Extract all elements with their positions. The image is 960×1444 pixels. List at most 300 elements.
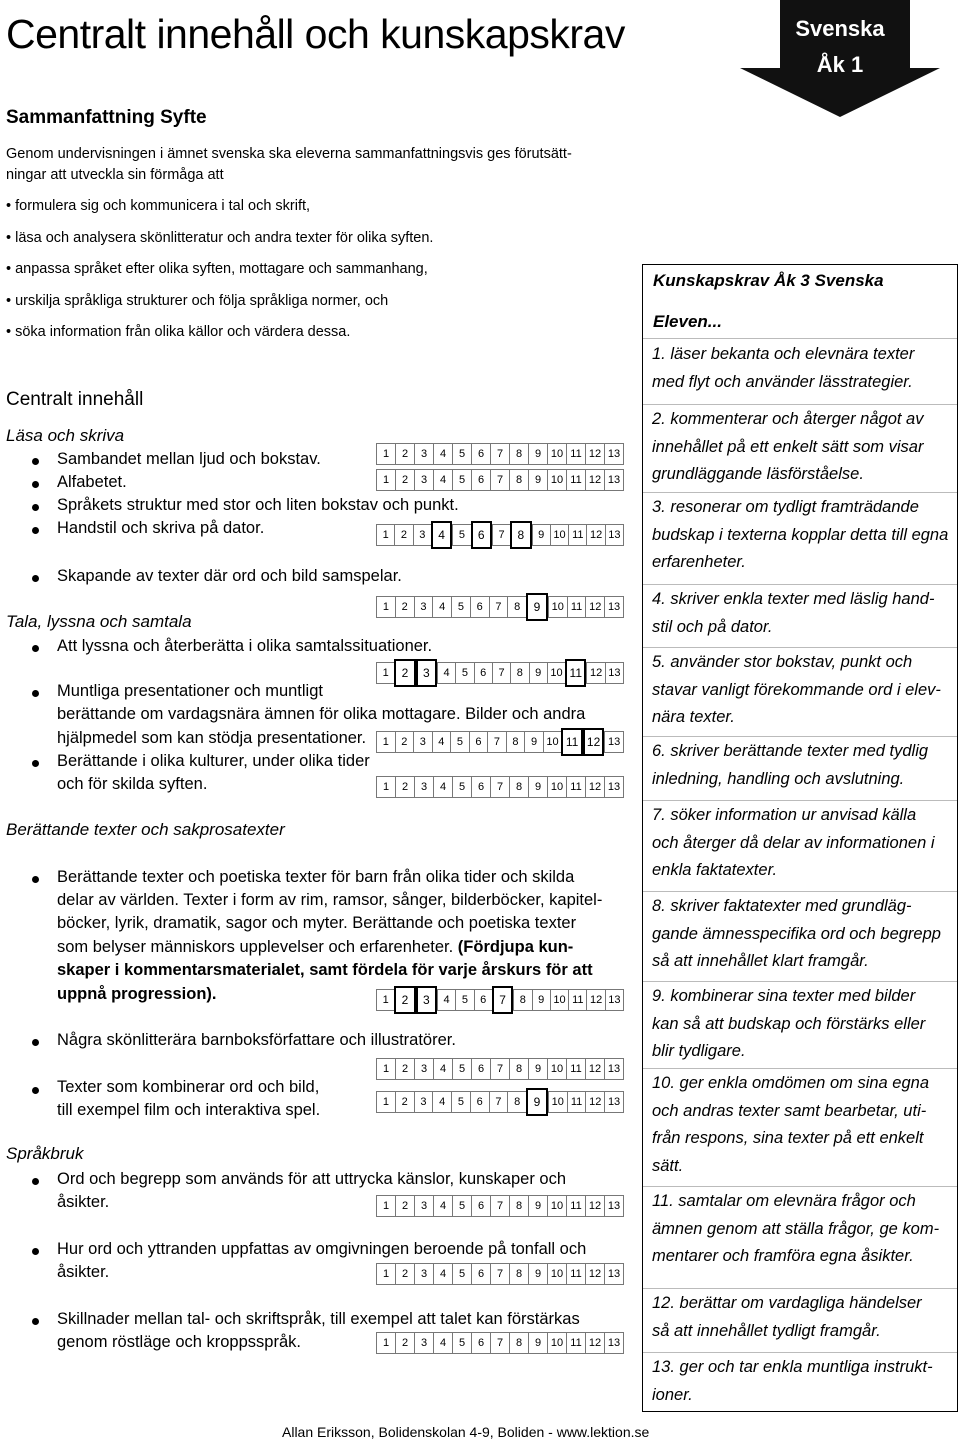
grade-cell: 6 [471, 776, 490, 798]
grade-cell: 10 [548, 596, 567, 618]
grade-cell: 11 [567, 1091, 586, 1113]
syfte-bullet: • anpassa språket efter olika syften, mottagare och sammanhang, [6, 261, 428, 277]
grade-cell: 12 [585, 443, 604, 465]
grade-cell: 2 [395, 1332, 414, 1354]
grade-cell: 8 [507, 1091, 526, 1113]
kunskapskrav-item [652, 649, 952, 732]
grade-cell: 7 [490, 443, 509, 465]
grade-cell: 9 [532, 989, 550, 1011]
syfte-heading: Sammanfattning Syfte [6, 107, 207, 128]
kunskapskrav-line: ioner. [652, 1385, 693, 1404]
grade-cell: 7 [487, 731, 506, 753]
content-item-cont: genom röstläge och kroppsspråk. [57, 1333, 301, 1351]
content-item: Hur ord och yttranden uppfattas av omgivningen beroende på tonfall och [57, 1240, 587, 1258]
grade-cell: 3 [414, 443, 433, 465]
grade-cell: 7 [490, 1263, 509, 1285]
grade-cell: 12 [586, 989, 604, 1011]
grade-cell: 13 [604, 596, 624, 618]
grade-cell: 8 [506, 731, 525, 753]
grade-cell: 3 [413, 731, 432, 753]
grade-cell: 1 [376, 1058, 395, 1080]
content-item: Texter som kombinerar ord och bild, [57, 1078, 320, 1096]
content-item: Alfabetet. [57, 473, 127, 491]
req-separator [643, 584, 957, 585]
req-separator [643, 1068, 957, 1069]
content-item: Ord och begrepp som används för att uttrycka känslor, kunskaper och [57, 1170, 567, 1188]
kunskapskrav-item [652, 802, 952, 885]
kunskapskrav-item [652, 893, 952, 976]
grade-cell: 13 [604, 443, 624, 465]
content-item-cont: och för skilda syften. [57, 775, 208, 793]
kunskapskrav-line: från respons, sina texter på ett enkelt [652, 1129, 924, 1147]
kunskapskrav-item [652, 406, 952, 489]
grade-cell: 2 [395, 1058, 414, 1080]
grade-cell: 12 [585, 1332, 604, 1354]
grade-cell: 11 [565, 659, 586, 687]
grade-row [376, 1332, 624, 1354]
grade-cell: 13 [604, 1091, 624, 1113]
grade-cell: 10 [547, 662, 565, 684]
subject-badge [740, 0, 940, 117]
grade-cell: 13 [604, 469, 624, 491]
content-item: Skillnader mellan tal- och skriftspråk, till exempel att talet kan förstärkas [57, 1310, 580, 1328]
grade-cell: 5 [455, 662, 473, 684]
grade-cell: 12 [585, 1263, 604, 1285]
grade-cell: 12 [586, 662, 604, 684]
grade-cell: 9 [528, 1195, 547, 1217]
grade-cell: 12 [585, 1195, 604, 1217]
grade-cell: 5 [450, 731, 469, 753]
grade-cell: 7 [489, 1091, 508, 1113]
grade-cell: 9 [529, 662, 547, 684]
grade-cell: 7 [490, 776, 509, 798]
kunskapskrav-heading: Kunskapskrav Åk 3 Svenska [653, 271, 884, 290]
grade-cell: 11 [568, 989, 586, 1011]
grade-cell: 5 [452, 469, 471, 491]
kunskapskrav-line: 3. resonerar om tydligt framträdande [652, 498, 919, 516]
req-separator [643, 1186, 957, 1187]
kunskapskrav-line: med flyt och använder lässtrategier. [652, 372, 913, 391]
section-berattande: Berättande texter och sakprosatexter [6, 820, 285, 839]
grade-cell: 11 [566, 1195, 585, 1217]
content-item: Att lyssna och återberätta i olika samtalssituationer. [57, 637, 433, 655]
grade-cell: 10 [547, 1195, 566, 1217]
req-separator [643, 1288, 957, 1289]
section-sprakbruk: Språkbruk [6, 1144, 84, 1163]
content-item: Handstil och skriva på dator. [57, 519, 265, 537]
grade-cell: 2 [394, 986, 415, 1014]
content-item: Sambandet mellan ljud och bokstav. [57, 450, 321, 468]
bullet-dot [32, 760, 39, 767]
grade-cell: 7 [492, 662, 510, 684]
grade-cell: 13 [605, 662, 624, 684]
grade-cell: 10 [547, 1263, 566, 1285]
grade-cell: 5 [452, 524, 470, 546]
kunskapskrav-line: grundläggande läsförståelse. [652, 465, 864, 483]
grade-cell: 6 [471, 1058, 490, 1080]
grade-cell: 4 [432, 731, 451, 753]
bullet-dot [32, 645, 39, 652]
content-item-cont: berättande om vardagsnära ämnen för olika mottagare. Bilder och andra [57, 705, 586, 723]
kunskapskrav-line: 10. ger enkla omdömen om sina egna [652, 1074, 930, 1092]
content-item-cont: böcker, lyrik, dramatik, sagor och myter. Berättande och poetiska texter [57, 914, 577, 932]
kunskapskrav-line: 11. samtalar om elevnära frågor och [652, 1192, 916, 1210]
bullet-dot [32, 575, 39, 582]
grade-cell: 4 [432, 1091, 451, 1113]
kunskapskrav-line: 9. kombinerar sina texter med bilder [652, 987, 916, 1005]
bullet-dot [32, 481, 39, 488]
req-separator [643, 404, 957, 405]
grade-cell: 11 [566, 1332, 585, 1354]
grade-cell: 3 [413, 524, 431, 546]
grade-cell: 7 [490, 1195, 509, 1217]
grade-cell: 10 [543, 731, 562, 753]
grade-cell: 5 [452, 443, 471, 465]
syfte-bullet: • formulera sig och kommunicera i tal och skrift, [6, 198, 310, 214]
grade-cell: 8 [509, 443, 528, 465]
grade-cell: 7 [490, 1332, 509, 1354]
grade-cell: 5 [452, 1195, 471, 1217]
content-item: Berättande i olika kulturer, under olika tider [57, 752, 370, 770]
grade-cell: 12 [585, 776, 604, 798]
grade-cell: 6 [474, 989, 492, 1011]
content-item-cont: hjälpmedel som kan stödja presentationer. [57, 729, 367, 747]
grade-cell: 2 [394, 659, 415, 687]
grade-cell: 2 [394, 524, 412, 546]
syfte-intro-line2: ningar att utveckla sin förmåga att [6, 167, 224, 183]
grade-row [376, 662, 624, 684]
grade-cell: 13 [605, 989, 624, 1011]
grade-cell: 9 [528, 1332, 547, 1354]
grade-row [376, 989, 624, 1011]
grade-cell: 7 [490, 469, 509, 491]
grade-cell: 4 [437, 662, 455, 684]
grade-cell: 2 [395, 596, 414, 618]
grade-cell: 1 [376, 1091, 395, 1113]
kunskapskrav-line: 1. läser bekanta och elevnära texter [652, 345, 915, 363]
grade-cell: 11 [566, 1058, 585, 1080]
bullet-dot [32, 690, 39, 697]
bullet-dot [32, 1039, 39, 1046]
grade-cell: 12 [585, 1091, 604, 1113]
kunskapskrav-line: 12. berättar om vardagliga händelser [652, 1294, 922, 1312]
grade-cell: 5 [452, 1332, 471, 1354]
grade-cell: 4 [433, 1195, 452, 1217]
syfte-bullet: • läsa och analysera skönlitteratur och andra texter för olika syften. [6, 230, 433, 246]
kunskapskrav-line: 6. skriver berättande texter med tydlig [652, 742, 929, 760]
grade-row [376, 1058, 624, 1080]
grade-cell: 5 [451, 1091, 470, 1113]
kunskapskrav-line: innehållet på ett enkelt sätt som visar [652, 437, 924, 456]
kunskapskrav-item [652, 586, 952, 641]
grade-cell: 9 [532, 524, 550, 546]
grade-row [376, 776, 624, 798]
content-item: Några skönlitterära barnboksförfattare och illustratörer. [57, 1031, 456, 1049]
bullet-dot [32, 876, 39, 883]
grade-cell: 9 [524, 731, 543, 753]
grade-cell: 4 [433, 1058, 452, 1080]
grade-cell: 11 [566, 776, 585, 798]
grade-cell: 8 [509, 469, 528, 491]
kunskapskrav-line: 5. använder stor bokstav, punkt och [652, 653, 913, 671]
kunskapskrav-line: ämnen genom att ställa frågor, ge kom- [652, 1219, 940, 1238]
grade-cell: 3 [414, 1091, 433, 1113]
kunskapskrav-line: nära texter. [652, 708, 735, 726]
bullet-dot [32, 504, 39, 511]
grade-cell: 7 [492, 524, 510, 546]
kunskapskrav-line: så att innehållet tydligt framgår. [652, 1321, 881, 1340]
grade-cell: 9 [526, 593, 548, 621]
grade-cell: 4 [432, 596, 451, 618]
grade-cell: 12 [585, 596, 604, 618]
bullet-dot [32, 1248, 39, 1255]
grade-cell: 6 [470, 1091, 489, 1113]
content-item-cont: uppnå progression). [57, 985, 217, 1003]
bullet-dot [32, 527, 39, 534]
kunskapskrav-line: gande ämnesspecifika ord och begrepp [652, 924, 941, 943]
grade-cell: 6 [471, 1195, 490, 1217]
grade-cell: 5 [452, 776, 471, 798]
kunskapskrav-line: enkla faktatexter. [652, 861, 778, 879]
grade-cell: 4 [433, 443, 452, 465]
footer-credit: Allan Eriksson, Bolidenskolan 4-9, Boliden - www.lektion.se [282, 1424, 650, 1440]
grade-cell: 4 [433, 776, 452, 798]
grade-cell: 6 [470, 596, 489, 618]
req-separator [643, 981, 957, 982]
grade-row [376, 731, 624, 753]
grade-cell: 2 [395, 731, 414, 753]
grade-cell: 3 [414, 1263, 433, 1285]
grade-cell: 12 [585, 1058, 604, 1080]
grade-cell: 2 [395, 469, 414, 491]
req-separator [643, 492, 957, 493]
grade-cell: 11 [566, 469, 585, 491]
kunskapskrav-item [652, 1290, 952, 1345]
grade-row [376, 1263, 624, 1285]
grade-cell: 13 [604, 776, 624, 798]
grade-cell: 11 [567, 596, 586, 618]
content-item: Språkets struktur med stor och liten bokstav och punkt. [57, 496, 459, 514]
grade-cell: 1 [376, 731, 395, 753]
kunskapskrav-line: stavar vanligt förekommande ord i elev- [652, 680, 941, 699]
grade-cell: 7 [490, 1058, 509, 1080]
grade-cell: 7 [489, 596, 508, 618]
bullet-dot [32, 1087, 39, 1094]
grade-cell: 2 [395, 1091, 414, 1113]
syfte-intro-line1: Genom undervisningen i ämnet svenska ska eleverna sammanfattningsvis ges förutsätt- [6, 146, 572, 162]
kunskapskrav-line: 4. skriver enkla texter med läslig hand- [652, 590, 935, 608]
grade-cell: 2 [395, 443, 414, 465]
grade-cell: 1 [376, 469, 395, 491]
grade-row [376, 524, 624, 546]
grade-cell: 5 [452, 1263, 471, 1285]
grade-cell: 10 [547, 1332, 566, 1354]
grade-cell: 9 [528, 1058, 547, 1080]
grade-cell: 8 [509, 1263, 528, 1285]
grade-cell: 4 [433, 1263, 452, 1285]
grade-cell: 9 [528, 776, 547, 798]
kunskapskrav-item [652, 1188, 952, 1271]
grade-cell: 2 [395, 1195, 414, 1217]
grade-cell: 10 [550, 989, 568, 1011]
section-lasa-skriva: Läsa och skriva [6, 426, 125, 445]
grade-cell: 11 [566, 443, 585, 465]
req-separator [643, 647, 957, 648]
grade-cell: 1 [376, 662, 394, 684]
content-item-cont [57, 936, 573, 960]
kunskapskrav-item [652, 738, 952, 793]
grade-cell: 10 [547, 1058, 566, 1080]
grade-cell: 8 [509, 776, 528, 798]
content-item-cont: skaper i kommentarsmaterialet, samt fördela för varje årskurs för att [57, 961, 593, 979]
grade-cell: 12 [583, 728, 605, 756]
content-item: Berättande texter och poetiska texter för barn från olika tider och skilda [57, 868, 575, 886]
kunskapskrav-line: sätt. [652, 1156, 684, 1175]
kunskapskrav-line: 8. skriver faktatexter med grundläg- [652, 897, 912, 915]
kunskapskrav-line: så att innehållet klart framgår. [652, 952, 869, 970]
grade-cell: 6 [471, 521, 492, 549]
grade-cell: 6 [471, 443, 490, 465]
grade-cell: 13 [604, 1058, 624, 1080]
grade-cell: 11 [568, 524, 586, 546]
kunskapskrav-line: 7. söker information ur anvisad källa [652, 806, 917, 824]
grade-cell: 1 [376, 1263, 395, 1285]
content-item-cont: åsikter. [57, 1193, 110, 1211]
kunskapskrav-line: inledning, handling och avslutning. [652, 769, 905, 788]
grade-cell: 8 [507, 596, 526, 618]
req-separator [643, 891, 957, 892]
kunskapskrav-line: och andras texter samt bearbetar, uti- [652, 1101, 927, 1120]
grade-row [376, 1091, 624, 1113]
grade-cell: 1 [376, 989, 394, 1011]
bullet-dot [32, 458, 39, 465]
grade-cell: 1 [376, 1332, 395, 1354]
grade-cell: 4 [437, 989, 455, 1011]
page-title: Centralt innehåll och kunskapskrav [6, 11, 625, 57]
grade-cell: 8 [509, 1058, 528, 1080]
kunskapskrav-line: budskap i texterna kopplar detta till egna [652, 525, 949, 544]
req-separator [643, 736, 957, 737]
grade-cell: 8 [510, 662, 528, 684]
grade-cell: 10 [547, 469, 566, 491]
content-text-bold: (Fördjupa kun- [457, 938, 574, 956]
grade-cell: 6 [471, 469, 490, 491]
grade-cell: 6 [471, 1332, 490, 1354]
grade-cell: 11 [566, 1263, 585, 1285]
grade-cell: 8 [510, 521, 531, 549]
grade-cell: 7 [492, 986, 513, 1014]
grade-cell: 10 [547, 776, 566, 798]
grade-cell: 4 [433, 469, 452, 491]
content-text: som belyser människors upplevelser och erfarenheter. [57, 938, 454, 956]
kunskapskrav-line: stil och på dator. [652, 617, 773, 636]
grade-cell: 10 [548, 1091, 567, 1113]
grade-cell: 13 [605, 524, 624, 546]
grade-cell: 5 [451, 596, 470, 618]
grade-cell: 8 [509, 1195, 528, 1217]
req-separator [643, 800, 957, 801]
grade-row [376, 596, 624, 618]
kunskapskrav-line: erfarenheter. [652, 553, 746, 571]
grade-cell: 4 [431, 521, 452, 549]
centralt-heading: Centralt innehåll [6, 389, 144, 410]
grade-row [376, 443, 624, 465]
grade-cell: 5 [452, 1058, 471, 1080]
grade-cell: 6 [469, 731, 488, 753]
grade-cell: 6 [471, 1263, 490, 1285]
grade-cell: 3 [414, 1058, 433, 1080]
grade-cell: 1 [376, 443, 395, 465]
grade-row [376, 1195, 624, 1217]
kunskapskrav-line: 2. kommenterar och återger något av [652, 410, 924, 428]
kunskapskrav-line: mentarer och framföra egna åsikter. [652, 1247, 914, 1265]
grade-cell: 1 [376, 1195, 395, 1217]
grade-cell: 9 [526, 1088, 548, 1116]
syfte-bullet: • urskilja språkliga strukturer och följa språkliga normer, och [6, 293, 388, 309]
grade-cell: 3 [414, 596, 433, 618]
grade-cell: 12 [586, 524, 604, 546]
grade-cell: 13 [604, 1332, 624, 1354]
bullet-dot [32, 1178, 39, 1185]
grade-cell: 3 [416, 659, 437, 687]
grade-cell: 10 [547, 443, 566, 465]
req-separator [643, 1352, 957, 1353]
grade-cell: 12 [585, 469, 604, 491]
kunskapskrav-item [652, 494, 952, 577]
kunskapskrav-eleven: Eleven... [653, 312, 722, 331]
kunskapskrav-item [652, 341, 952, 396]
grade-cell: 3 [414, 1332, 433, 1354]
kunskapskrav-item [652, 983, 952, 1066]
req-separator [643, 338, 957, 339]
grade-cell: 5 [455, 989, 473, 1011]
grade-row [376, 469, 624, 491]
content-item: Skapande av texter där ord och bild samspelar. [57, 567, 402, 585]
grade-cell: 4 [433, 1332, 452, 1354]
grade-cell: 9 [528, 1263, 547, 1285]
grade-cell: 2 [395, 1263, 414, 1285]
grade-cell: 6 [474, 662, 492, 684]
grade-cell: 10 [550, 524, 568, 546]
grade-cell: 1 [376, 776, 395, 798]
kunskapskrav-line: blir tydligare. [652, 1042, 746, 1060]
kunskapskrav-item [652, 1070, 952, 1180]
grade-cell: 3 [414, 1195, 433, 1217]
grade-cell: 9 [528, 469, 547, 491]
grade-cell: 2 [395, 776, 414, 798]
grade-cell: 3 [414, 469, 433, 491]
grade-cell: 1 [376, 596, 395, 618]
grade-cell: 3 [416, 986, 437, 1014]
grade-cell: 8 [509, 1332, 528, 1354]
grade-cell: 13 [604, 731, 624, 753]
content-item-cont: åsikter. [57, 1263, 110, 1281]
badge-grade: Åk 1 [816, 52, 864, 77]
kunskapskrav-line: 13. ger och tar enkla muntliga instrukt- [652, 1358, 933, 1376]
syfte-bullet: • söka information från olika källor och värdera dessa. [6, 324, 350, 340]
grade-cell: 13 [604, 1263, 624, 1285]
kunskapskrav-line: och återger då delar av informationen i [652, 833, 935, 852]
content-item-cont: delar av världen. Texter i form av rim, ramsor, sånger, bilderböcker, kapitel- [57, 891, 603, 909]
badge-subject: Svenska [795, 16, 885, 41]
content-item: Muntliga presentationer och muntligt [57, 682, 323, 700]
kunskapskrav-line: kan så att budskap och förstärks eller [652, 1014, 926, 1033]
kunskapskrav-item [652, 1354, 952, 1409]
grade-cell: 13 [604, 1195, 624, 1217]
grade-cell: 11 [561, 728, 583, 756]
bullet-dot [32, 1318, 39, 1325]
grade-cell: 9 [528, 443, 547, 465]
